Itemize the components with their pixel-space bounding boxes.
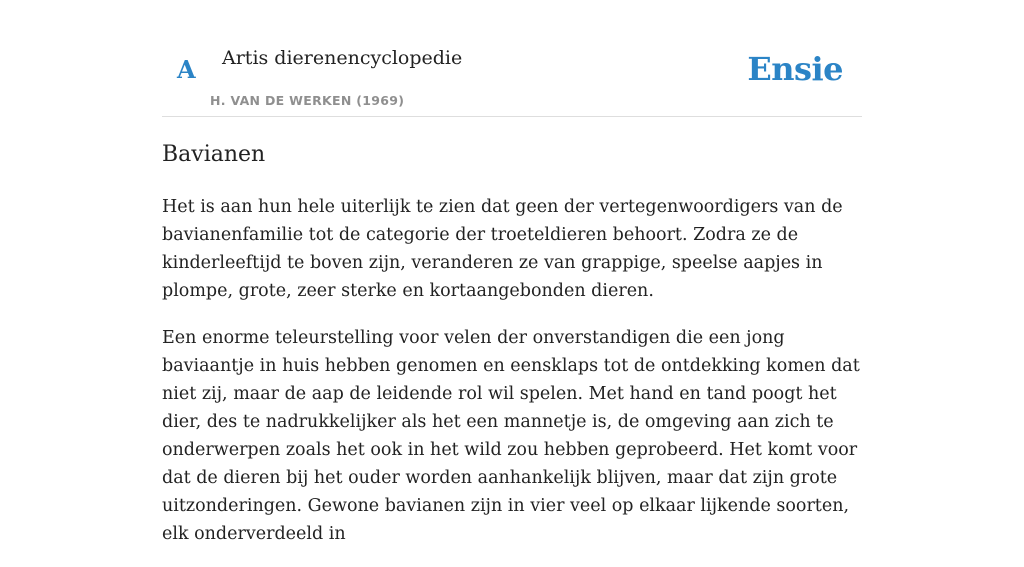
- article-paragraph: Een enorme teleurstelling voor velen der onverstandigen die een jong baviaantje in huis hebben genomen en eensklaps tot de ontdekking komen dat niet zij, maar de aap de leidende rol wil spelen. Met hand en tand poogt het dier, des te nadrukkelijker als het een mannetje is, de omgeving aan zich te onderwerpen zoals het ook in het wild zou hebben geprobeerd. Het komt voor dat de dieren bij het ouder worden aanhankelijk blijven, maar dat zijn grote uitzonderingen. Gewone bavianen zijn in vier veel op elkaar lijkende soorten, elk onderverdeeld in: [162, 328, 860, 544]
- article-paragraph: Het is aan hun hele uiterlijk te zien dat geen der vertegenwoordigers van de bavianenfamilie tot de categorie der troeteldieren behoort. Zodra ze de kinderleeftijd te boven zijn, veranderen ze van grappige, speelse aapjes in plompe, grote, zeer sterke en kortaangebonden dieren.: [162, 197, 843, 301]
- page-container: [162, 0, 862, 567]
- author-line: H. VAN DE WERKEN (1969): [210, 93, 405, 108]
- site-logo[interactable]: Ensie: [747, 50, 843, 88]
- header: [162, 0, 862, 117]
- letter-index-link[interactable]: A: [177, 55, 196, 84]
- article-body: [162, 193, 862, 548]
- book-title[interactable]: Artis dierenencyclopedie: [222, 47, 463, 69]
- article-title: Bavianen: [162, 142, 266, 167]
